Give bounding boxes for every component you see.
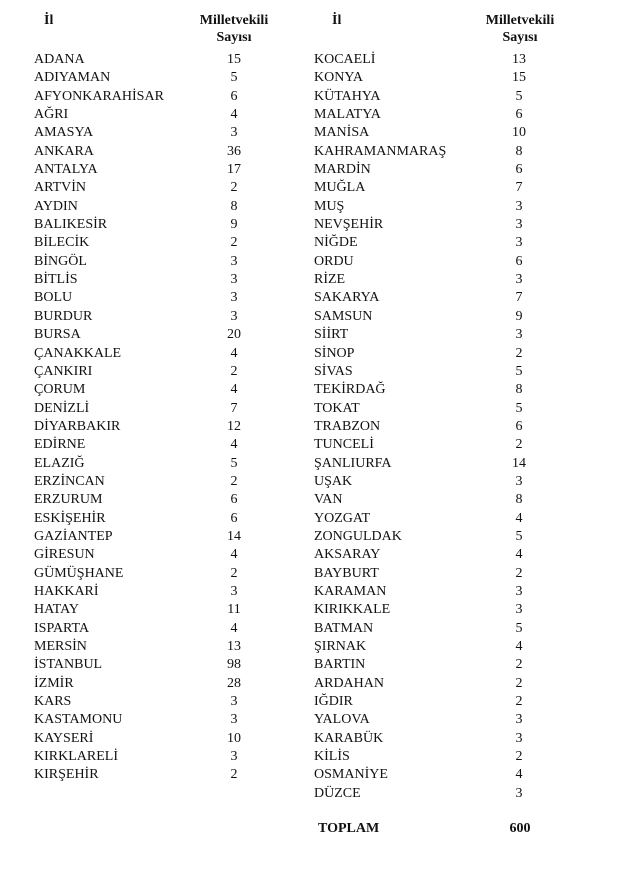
deputy-count: 8 [515,492,523,508]
deputy-count: 7 [515,180,523,196]
deputy-count: 8 [515,382,523,398]
province-name: BARTIN [314,657,366,673]
deputy-count: 4 [515,767,523,783]
right-province-list [314,51,574,803]
province-name: ARDAHAN [314,675,384,691]
deputy-count: 2 [230,363,238,379]
table-row [314,473,574,491]
province-name: OSMANİYE [314,767,388,783]
table-row [314,730,574,748]
deputy-count: 20 [227,327,241,343]
deputy-count: 2 [515,694,523,710]
deputy-count: 2 [230,235,238,251]
province-name: RİZE [314,272,346,288]
province-name: SAMSUN [314,308,373,324]
province-name: AYDIN [34,198,78,214]
deputy-count: 5 [515,88,523,104]
table-row [34,693,294,711]
province-name: AĞRI [34,107,69,123]
deputy-count: 2 [230,473,238,489]
deputy-count: 4 [230,107,238,123]
province-name: DÜZCE [314,785,361,801]
province-name: KASTAMONU [34,712,123,728]
province-name: KAHRAMANMARAŞ [314,143,447,159]
table-row [34,326,294,344]
province-name: KIRIKKALE [314,602,391,618]
deputy-count: 4 [230,620,238,636]
province-name: MERSİN [34,639,87,654]
table-row [314,106,574,124]
deputy-count: 7 [515,290,523,306]
table-row [314,253,574,271]
deputy-count: 6 [230,88,238,104]
table-row [34,143,294,161]
deputy-count: 10 [512,125,526,141]
table-row [34,730,294,748]
table-row [314,693,574,711]
deputy-count: 4 [515,547,523,563]
province-name: TEKİRDAĞ [314,382,386,398]
deputy-count: 5 [230,70,238,86]
table-row [314,583,574,601]
table-row [34,748,294,766]
deputy-count: 3 [230,694,238,710]
province-name: AFYONKARAHİSAR [34,88,164,104]
table-row [314,69,574,87]
table-row [34,510,294,528]
deputy-count: 3 [515,602,523,618]
province-name: UŞAK [314,473,353,489]
province-name: ARTVİN [34,180,87,196]
table-row [34,289,294,307]
deputy-count: 4 [230,345,238,361]
table-row [314,785,574,803]
deputy-count: 5 [515,400,523,416]
deputy-count: 8 [230,198,238,214]
deputy-count: 4 [515,510,523,526]
table-row [314,620,574,638]
table-row [34,179,294,197]
deputy-count: 3 [515,217,523,233]
deputy-count: 15 [227,52,241,67]
deputy-count: 12 [227,418,241,434]
table-row [314,656,574,674]
deputy-count: 3 [515,785,523,801]
deputy-count: 2 [515,345,523,361]
province-name: KIRKLARELİ [34,749,118,765]
table-row [34,198,294,216]
province-name: TOKAT [314,400,360,416]
province-name: NİĞDE [314,235,358,251]
deputy-count: 3 [515,712,523,728]
deputy-count: 6 [230,492,238,508]
province-name: HATAY [34,602,80,618]
table-row [34,308,294,326]
deputy-count: 8 [515,143,523,159]
deputies-header-line2-right: Sayısı [502,30,538,45]
province-column-header: İl [44,13,54,28]
deputy-count: 17 [227,162,241,178]
deputy-count: 9 [230,217,238,233]
deputy-count: 3 [515,235,523,251]
province-name: VAN [314,492,343,508]
province-name: KAYSERİ [34,730,94,746]
deputy-count: 3 [230,712,238,728]
deputy-count: 2 [515,749,523,765]
table-row [34,381,294,399]
table-row [34,345,294,363]
deputy-count: 6 [230,510,238,526]
table-row [34,711,294,729]
deputy-count: 2 [515,437,523,453]
table-row [34,363,294,381]
deputy-count: 3 [515,198,523,214]
table-row [34,234,294,252]
table-row [314,234,574,252]
table-row [314,528,574,546]
province-name: MUŞ [314,198,345,214]
province-name: KONYA [314,70,363,86]
deputy-count: 2 [230,767,238,783]
table-row [34,766,294,784]
province-name: ESKİŞEHİR [34,510,106,526]
table-row [34,271,294,289]
deputy-count: 4 [515,639,523,654]
deputy-count: 3 [230,272,238,288]
deputy-count: 3 [230,253,238,269]
province-column-header-right: İl [332,13,342,28]
province-name: HAKKARİ [34,583,99,599]
province-name: SAKARYA [314,290,380,306]
deputy-count: 3 [230,290,238,306]
province-name: BATMAN [314,620,374,636]
province-name: GAZİANTEP [34,528,113,544]
table-row [34,455,294,473]
deputy-count: 98 [227,657,241,673]
province-name: MANİSA [314,125,370,141]
table-row [34,216,294,234]
table-row [314,381,574,399]
table-row [34,436,294,454]
deputy-count: 11 [227,602,241,618]
province-name: SİİRT [314,327,349,343]
table-row [34,601,294,619]
province-name: DİYARBAKIR [34,418,121,434]
deputy-count: 14 [227,528,241,544]
table-row [314,546,574,564]
province-name: ELAZIĞ [34,455,85,471]
table-row [34,473,294,491]
table-row [314,491,574,509]
table-row [314,638,574,656]
deputy-count: 6 [515,107,523,123]
province-name: SİNOP [314,345,355,361]
deputy-count: 3 [515,730,523,746]
deputy-count: 5 [515,363,523,379]
table-row [314,436,574,454]
province-name: KARABÜK [314,730,384,746]
table-row [314,711,574,729]
deputy-count: 3 [230,583,238,599]
total-value: 600 [509,821,531,836]
province-name: MARDİN [314,162,371,178]
province-name: KOCAELİ [314,52,376,67]
table-row [314,601,574,619]
table-row [34,124,294,142]
table-row [314,455,574,473]
deputy-count: 2 [515,657,523,673]
table-row [314,289,574,307]
province-name: MALATYA [314,107,381,123]
deputy-count: 28 [227,675,241,691]
province-name: TRABZON [314,418,381,434]
province-name: SİVAS [314,363,353,379]
province-name: ERZİNCAN [34,473,105,489]
deputy-count: 5 [230,455,238,471]
table-row [34,638,294,656]
province-name: ÇORUM [34,382,86,398]
table-row [314,216,574,234]
deputy-count: 2 [230,565,238,581]
table-row [314,271,574,289]
table-row [34,253,294,271]
province-name: NEVŞEHİR [314,217,384,233]
table-row [314,308,574,326]
table-row [314,363,574,381]
deputy-count: 2 [515,565,523,581]
table-row [34,51,294,69]
table-row [314,766,574,784]
table-row [34,546,294,564]
deputy-count: 3 [515,327,523,343]
deputy-count: 9 [515,308,523,324]
deputy-count: 15 [512,70,526,86]
total-label: TOPLAM [318,821,380,836]
province-name: ÇANAKKALE [34,345,122,361]
province-name: IĞDIR [314,694,353,710]
table-row [34,675,294,693]
province-name: BİLECİK [34,235,90,251]
province-name: ANTALYA [34,162,98,178]
table-row [314,88,574,106]
province-name: KİLİS [314,749,350,765]
province-name: KÜTAHYA [314,88,381,104]
deputy-count: 3 [230,125,238,141]
province-name: AKSARAY [314,547,381,563]
province-name: ŞANLIURFA [314,455,392,471]
table-row [34,88,294,106]
province-name: BURSA [34,327,81,343]
province-name: TUNCELİ [314,437,374,453]
deputy-count: 3 [515,272,523,288]
table-row [34,528,294,546]
province-name: ISPARTA [34,620,90,636]
deputy-count: 36 [227,143,241,159]
table-row [34,491,294,509]
table-row [34,565,294,583]
province-name: İSTANBUL [34,657,103,673]
province-name: KARS [34,694,72,710]
deputy-count: 3 [515,473,523,489]
table-row [314,565,574,583]
table-row [34,656,294,674]
province-name: GİRESUN [34,547,95,563]
province-name: BİNGÖL [34,253,87,269]
table-row [314,510,574,528]
left-province-list [34,51,294,785]
deputy-count: 13 [512,52,526,67]
table-row [314,326,574,344]
deputy-count: 3 [515,583,523,599]
deputy-count: 3 [230,308,238,324]
table-row [34,106,294,124]
table-row [34,583,294,601]
province-name: MUĞLA [314,180,366,196]
deputy-count: 7 [230,400,238,416]
table-row [314,161,574,179]
table-row [314,675,574,693]
deputy-count: 4 [230,547,238,563]
province-name: YOZGAT [314,510,370,526]
province-name: ADIYAMAN [34,70,111,86]
province-name: BOLU [34,290,73,306]
province-name: ÇANKIRI [34,363,93,379]
province-name: YALOVA [314,712,370,728]
province-name: DENİZLİ [34,400,90,416]
province-name: BAYBURT [314,565,379,581]
table-row [314,143,574,161]
table-row [314,748,574,766]
table-row [34,418,294,436]
table-row [34,400,294,418]
deputies-column-header [192,12,276,46]
table-row [314,345,574,363]
province-name: KIRŞEHİR [34,767,99,783]
table-row [34,69,294,87]
province-name: ADANA [34,52,85,67]
table-row [314,124,574,142]
deputies-column-header-right [478,12,562,46]
province-name: ORDU [314,253,354,269]
deputy-count: 5 [515,528,523,544]
province-name: BALIKESİR [34,217,108,233]
table-row [314,198,574,216]
table-row [314,51,574,69]
deputy-count: 3 [230,749,238,765]
table-row [34,161,294,179]
province-name: EDİRNE [34,437,86,453]
province-name: ANKARA [34,143,94,159]
table-row [34,620,294,638]
deputy-count: 14 [512,455,526,471]
deputy-count: 6 [515,162,523,178]
table-row [314,179,574,197]
province-name: GÜMÜŞHANE [34,565,124,581]
deputy-count: 4 [230,382,238,398]
province-name: BİTLİS [34,272,78,288]
deputy-count: 13 [227,639,241,654]
deputy-count: 6 [515,418,523,434]
deputy-count: 2 [230,180,238,196]
province-name: ŞIRNAK [314,639,367,654]
deputy-count: 6 [515,253,523,269]
deputy-count: 5 [515,620,523,636]
deputy-count: 10 [227,730,241,746]
province-name: AMASYA [34,125,94,141]
table-row [314,418,574,436]
deputies-header-line2: Sayısı [216,30,252,45]
province-name: ZONGULDAK [314,528,402,544]
province-name: ERZURUM [34,492,103,508]
table-row [314,400,574,418]
deputies-header-line1: Milletvekili [199,13,269,28]
province-name: BURDUR [34,308,93,324]
province-name: İZMİR [34,675,74,691]
deputies-header-line1-right: Milletvekili [485,13,555,28]
deputy-count: 2 [515,675,523,691]
province-name: KARAMAN [314,583,387,599]
deputy-count: 4 [230,437,238,453]
